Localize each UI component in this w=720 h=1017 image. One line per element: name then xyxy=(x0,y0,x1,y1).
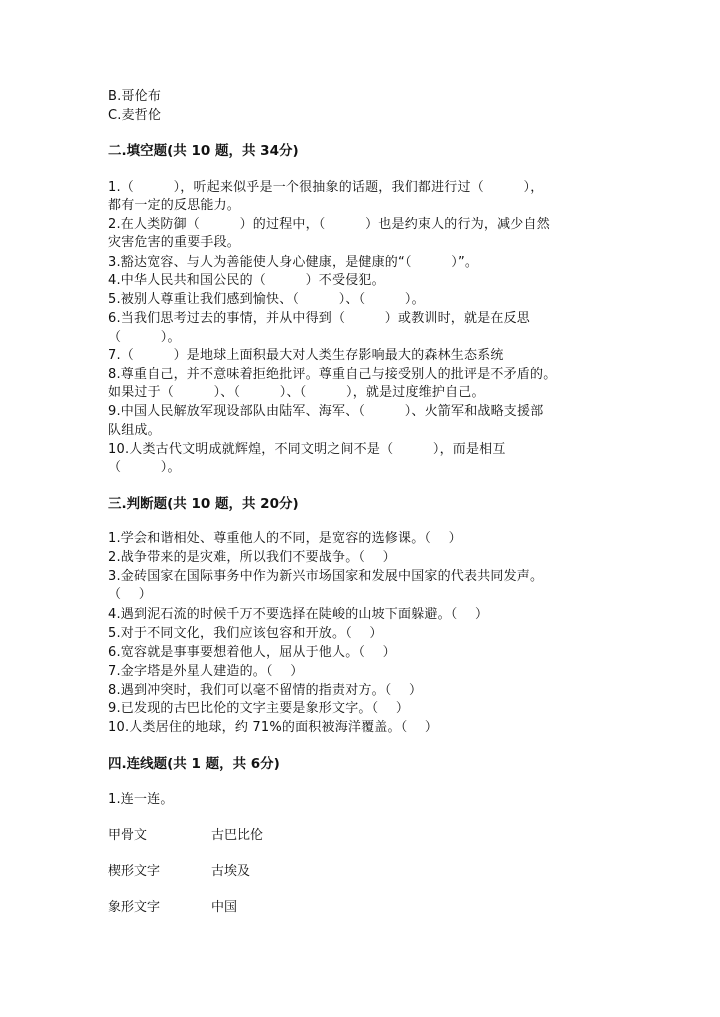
question-line: 5.被别人尊重让我们感到愉快、（ ）、（ ）。 xyxy=(108,292,425,307)
matching-right-item: 中国 xyxy=(211,900,238,915)
section-heading-true-false: 三.判断题(共 10 题，共 20分) xyxy=(108,496,299,512)
matching-right-item: 古巴比伦 xyxy=(211,828,264,843)
matching-left-item: 楔形文字 xyxy=(108,864,161,879)
option-b: B.哥伦布 xyxy=(108,89,162,104)
question-line: 3.金砖国家在国际事务中作为新兴市场国家和发展中国家的代表共同发声。 xyxy=(108,569,544,584)
question-line: 4.遇到泥石流的时候千万不要选择在陡峻的山坡下面躲避。（ ） xyxy=(108,607,489,622)
question-line: 2.在人类防御（ ）的过程中，（ ）也是约束人的行为，减少自然 xyxy=(108,217,550,232)
question-line: 5.对于不同文化，我们应该包容和开放。（ ） xyxy=(108,626,383,641)
question-line: 都有一定的反思能力。 xyxy=(108,198,241,213)
question-line: 4.中华人民共和国公民的（ ）不受侵犯。 xyxy=(108,273,385,288)
question-line: 7.金字塔是外星人建造的。（ ） xyxy=(108,664,304,679)
question-line: 8.尊重自己，并不意味着拒绝批评。尊重自己与接受别人的批评是不矛盾的。 xyxy=(108,367,557,382)
question-line: 8.遇到冲突时，我们可以毫不留情的指责对方。（ ） xyxy=(108,683,423,698)
question-line: 9.中国人民解放军现设部队由陆军、海军、（ ）、火箭军和战略支援部 xyxy=(108,404,544,419)
option-c: C.麦哲伦 xyxy=(108,108,162,123)
matching-left-item: 象形文字 xyxy=(108,900,161,915)
question-line: 3.豁达宽容、与人为善能使人身心健康，是健康的“（ ）”。 xyxy=(108,255,479,270)
question-line: 1.学会和谐相处、尊重他人的不同，是宽容的选修课。（ ） xyxy=(108,531,462,546)
question-line: 1.（ ），听起来似乎是一个很抽象的话题，我们都进行过（ ）， xyxy=(108,180,544,195)
question-line: 灾害危害的重要手段。 xyxy=(108,235,241,250)
question-line: （ ） xyxy=(108,587,152,602)
question-line: （ ）。 xyxy=(108,330,181,345)
question-line: 队组成。 xyxy=(108,423,161,438)
question-line: （ ）。 xyxy=(108,460,181,475)
matching-left-item: 甲骨文 xyxy=(108,828,148,843)
question-line: 7.（ ）是地球上面积最大对人类生存影响最大的森林生态系统 xyxy=(108,348,504,363)
question-line: 10.人类居住的地球，约 71%的面积被海洋覆盖。（ ） xyxy=(108,720,439,735)
section-heading-matching: 四.连线题(共 1 题，共 6分) xyxy=(108,756,280,772)
question-line: 2.战争带来的是灾难，所以我们不要战争。（ ） xyxy=(108,550,396,565)
question-line: 如果过于（ ）、（ ）、（ ），就是过度维护自己。 xyxy=(108,385,485,400)
matching-question: 1.连一连。 xyxy=(108,792,174,807)
question-line: 6.当我们思考过去的事情，并从中得到（ ）或教训时，就是在反思 xyxy=(108,311,531,326)
matching-right-item: 古埃及 xyxy=(211,864,251,879)
question-line: 6.宽容就是事事要想着他人，屈从于他人。（ ） xyxy=(108,645,396,660)
section-heading-fill-blank: 二.填空题(共 10 题，共 34分) xyxy=(108,143,299,159)
question-line: 9.已发现的古巴比伦的文字主要是象形文字。（ ） xyxy=(108,701,410,716)
question-line: 10.人类古代文明成就辉煌，不同文明之间不是（ ），而是相互 xyxy=(108,442,506,457)
